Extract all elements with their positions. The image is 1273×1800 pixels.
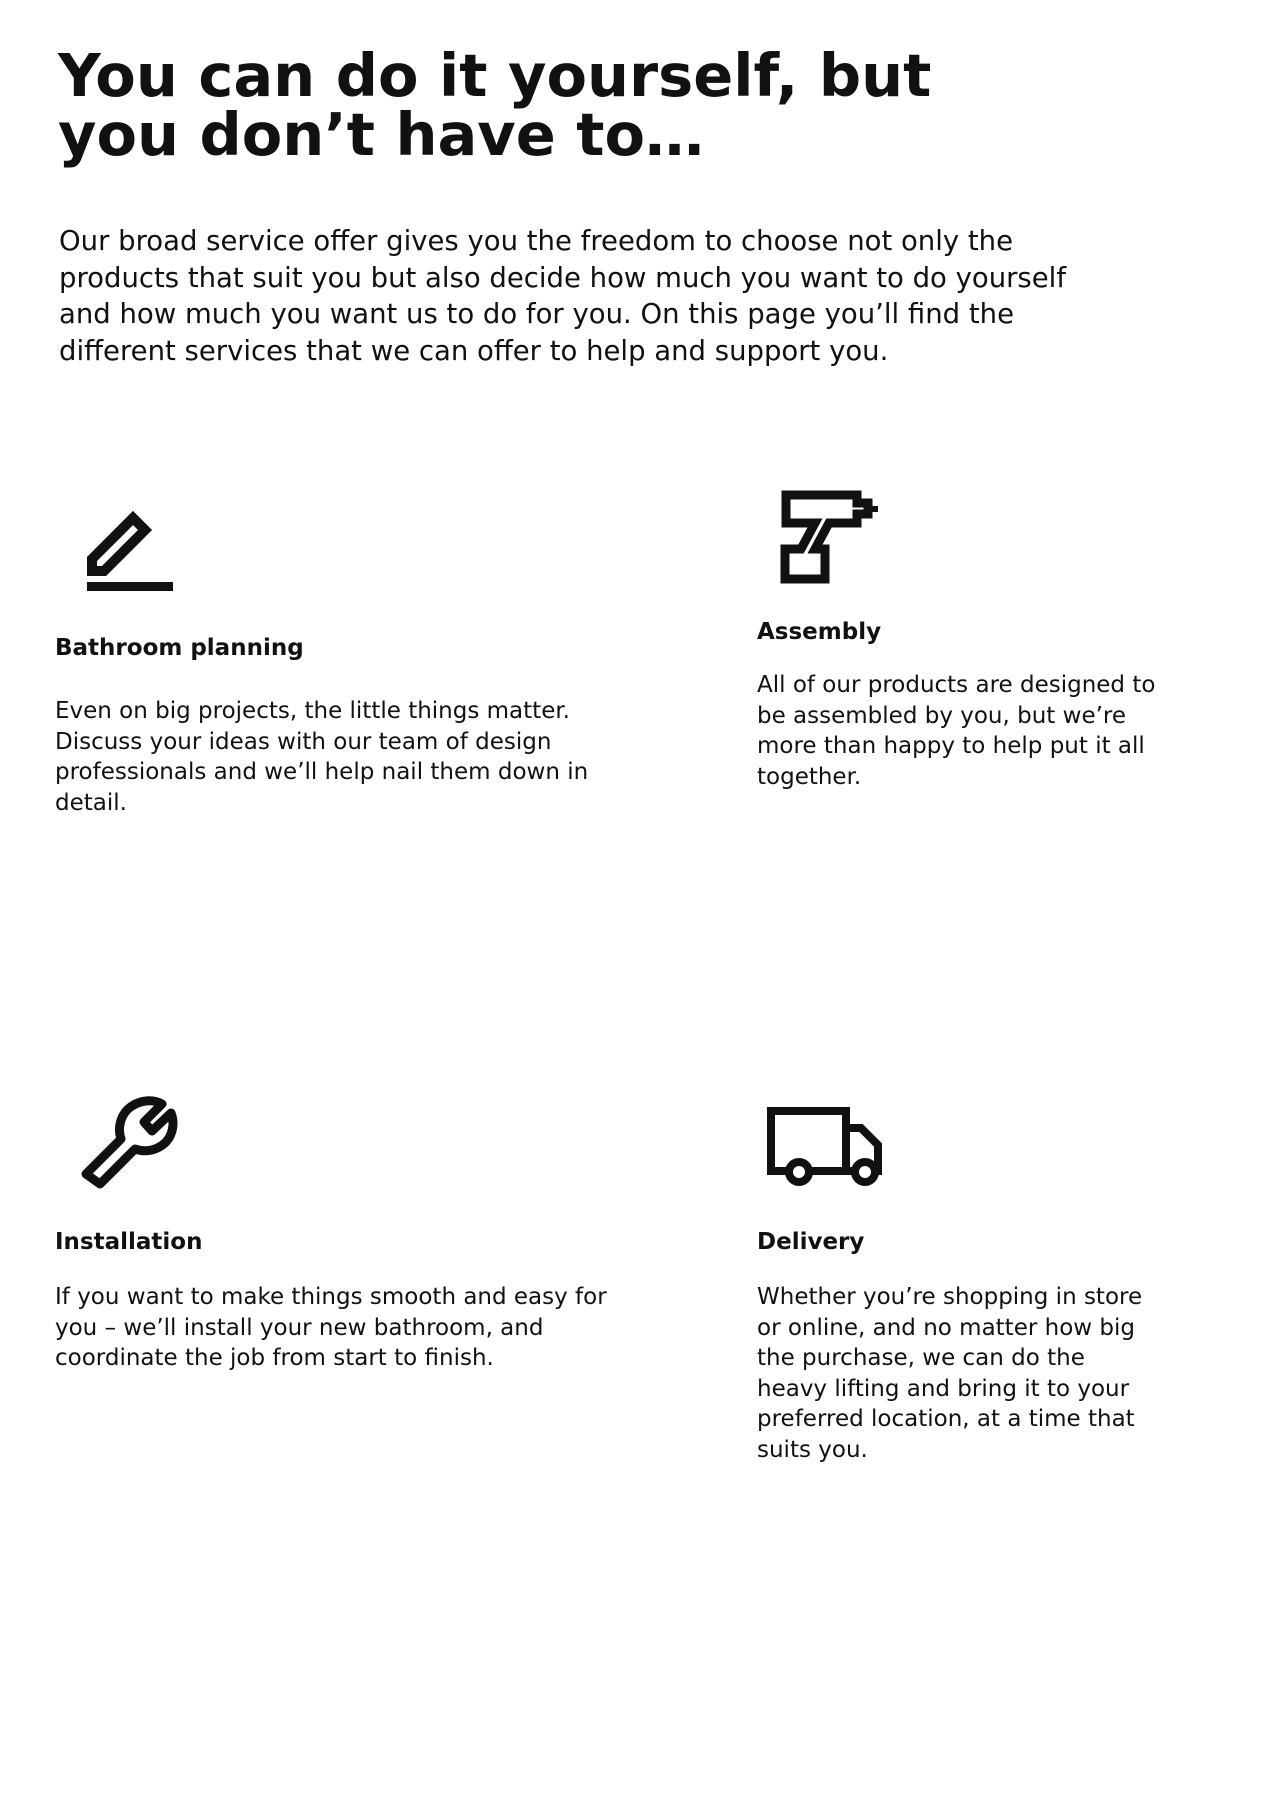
service-description: Even on big projects, the little things matter. Discuss your ideas with our team of design professionals and we’ll help nail them down in detail. [55, 698, 589, 816]
service-description: All of our products are designed to be assembled by you, but we’re more than happy to help put it all together. [757, 672, 1156, 790]
wrench-icon [55, 1083, 185, 1193]
service-title: Assembly [757, 619, 882, 645]
service-title: Bathroom planning [55, 635, 304, 661]
page-title: You can do it yourself, but you don’t have to… [58, 41, 932, 169]
intro-paragraph: Our broad service offer gives you the freedom to choose not only the products that suit you but also decide how much you want to do yourself and how much you want us to do for you. On this page you’ll find the different services that we can offer to help and support you. [59, 225, 1066, 367]
service-title: Delivery [757, 1229, 865, 1255]
service-description: If you want to make things smooth and easy for you – we’ll install your new bathroom, and coordinate the job from start to finish. [55, 1284, 607, 1371]
pencil-icon [55, 495, 185, 605]
service-description: Whether you’re shopping in store or online, and no matter how big the purchase, we can do the heavy lifting and bring it to your preferred location, at a time that suits you. [757, 1284, 1143, 1463]
truck-icon [757, 1088, 907, 1198]
drill-icon [757, 488, 907, 598]
service-title: Installation [55, 1229, 203, 1255]
